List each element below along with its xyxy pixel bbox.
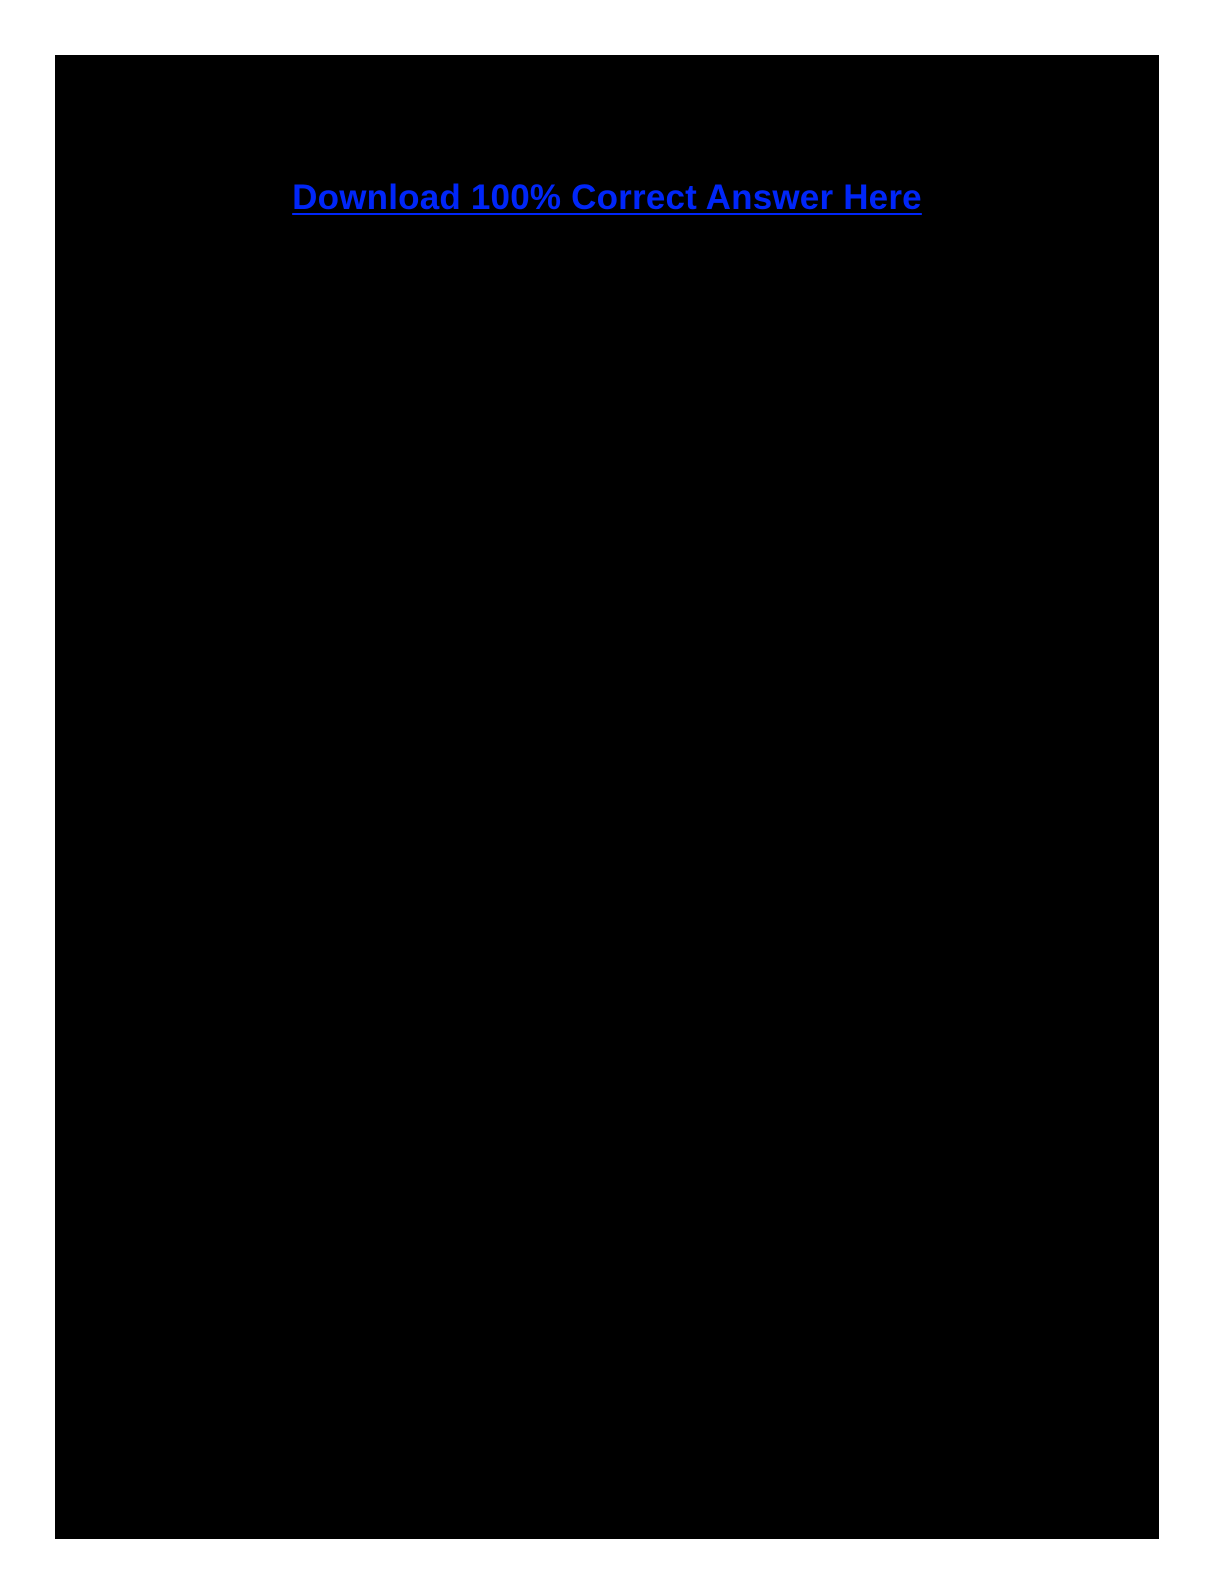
download-answer-link[interactable]: Download 100% Correct Answer Here [292,178,922,217]
document-content-area [55,55,1159,1539]
download-link-row [55,178,1159,218]
page-body-panel [55,55,1159,1539]
